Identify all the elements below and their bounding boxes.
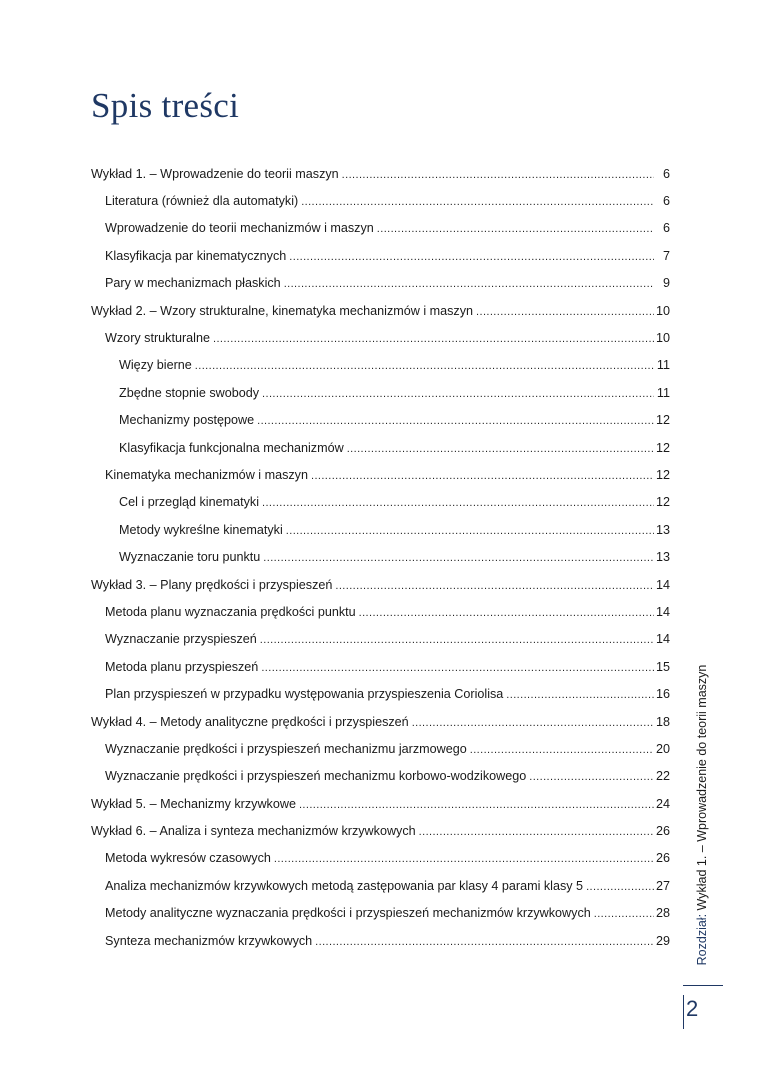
toc-entry-title: Mechanizmy postępowe	[119, 413, 255, 428]
toc-entry-page: 6	[662, 166, 670, 181]
toc-entry-title: Wykład 6. – Analiza i synteza mechanizmów krzywkowych	[91, 824, 416, 839]
toc-entry[interactable]	[91, 543, 670, 570]
toc-entry-page: 12	[655, 440, 670, 455]
toc-entry-title: Wzory strukturalne	[105, 331, 210, 346]
toc-entry-page: 20	[655, 741, 670, 756]
toc-leader-dots	[586, 881, 654, 893]
toc-entry-page: 14	[655, 577, 670, 592]
toc-entry-page: 10	[655, 331, 670, 346]
toc-entry-page: 29	[655, 933, 670, 948]
chapter-running-header	[695, 665, 709, 966]
toc-entry-page: 12	[655, 495, 670, 510]
toc-entry-title: Wyznaczanie prędkości i przyspieszeń mechanizmu jarzmowego	[105, 741, 467, 756]
toc-entry-title: Synteza mechanizmów krzywkowych	[105, 933, 313, 948]
toc-entry-page: 13	[655, 522, 670, 537]
toc-leader-dots	[263, 552, 654, 564]
toc-leader-dots	[257, 415, 654, 427]
toc-entry-title: Wykład 1. – Wprowadzenie do teorii maszyn	[91, 166, 339, 181]
toc-entry[interactable]	[91, 735, 670, 762]
toc-entry-page: 14	[655, 604, 670, 619]
toc-entry-title: Metody wykreślne kinematyki	[119, 522, 283, 537]
toc-entry[interactable]	[91, 407, 670, 434]
toc-leader-dots	[286, 525, 654, 537]
toc-leader-dots	[506, 689, 654, 701]
toc-entry[interactable]	[91, 516, 670, 543]
toc-leader-dots	[299, 799, 654, 811]
toc-entry-page: 26	[655, 851, 670, 866]
toc-leader-dots	[412, 717, 654, 729]
chapter-label: Rozdział:	[695, 913, 709, 966]
chapter-title: Wykład 1. – Wprowadzenie do teorii maszyn	[695, 664, 709, 911]
toc-leader-dots	[315, 936, 654, 948]
toc-entry-title: Metody analityczne wyznaczania prędkości i przyspieszeń mechanizmów krzywkowych	[105, 906, 591, 921]
toc-entry[interactable]	[91, 379, 670, 406]
toc-entry[interactable]	[91, 626, 670, 653]
toc-entry[interactable]	[91, 352, 670, 379]
toc-leader-dots	[470, 744, 654, 756]
toc-entry-page: 15	[655, 659, 670, 674]
toc-entry[interactable]	[91, 708, 670, 735]
toc-entry-title: Plan przyspieszeń w przypadku występowania przyspieszenia Coriolisa	[105, 687, 504, 702]
toc-leader-dots	[342, 169, 654, 181]
toc-entry[interactable]	[91, 215, 670, 242]
toc-entry-page: 14	[655, 632, 670, 647]
toc-entry[interactable]	[91, 817, 670, 844]
toc-leader-dots	[195, 360, 654, 372]
toc-entry-title: Więzy bierne	[119, 358, 192, 373]
toc-entry-title: Cel i przegląd kinematyki	[119, 495, 259, 510]
toc-leader-dots	[359, 607, 654, 619]
toc-entry-page: 6	[662, 221, 670, 236]
toc-entry[interactable]	[91, 900, 670, 927]
toc-leader-dots	[594, 908, 654, 920]
toc-entry[interactable]	[91, 297, 670, 324]
toc-leader-dots	[377, 223, 654, 235]
toc-entry-title: Zbędne stopnie swobody	[119, 385, 260, 400]
toc-entry-title: Wyznaczanie toru punktu	[119, 550, 261, 565]
toc-leader-dots	[262, 388, 654, 400]
toc-entry-page: 12	[655, 467, 670, 482]
toc-leader-dots	[419, 826, 654, 838]
toc-entry-page: 7	[662, 248, 670, 263]
page-number-divider	[683, 995, 684, 1029]
toc-leader-dots	[335, 580, 654, 592]
table-of-contents	[91, 160, 670, 954]
toc-entry[interactable]	[91, 571, 670, 598]
toc-entry-title: Analiza mechanizmów krzywkowych metodą zastępowania par klasy 4 parami klasy 5	[105, 878, 584, 893]
toc-leader-dots	[274, 853, 654, 865]
toc-entry[interactable]	[91, 845, 670, 872]
toc-leader-dots	[529, 771, 654, 783]
toc-entry-page: 9	[662, 276, 670, 291]
toc-entry-page: 26	[655, 824, 670, 839]
toc-entry[interactable]	[91, 489, 670, 516]
toc-entry[interactable]	[91, 270, 670, 297]
toc-leader-dots	[262, 497, 654, 509]
toc-entry-page: 27	[655, 878, 670, 893]
toc-entry[interactable]	[91, 763, 670, 790]
toc-entry-title: Metoda planu wyznaczania prędkości punktu	[105, 604, 356, 619]
chapter-sidebar	[682, 664, 722, 966]
toc-entry-title: Wykład 4. – Metody analityczne prędkości i przyspieszeń	[91, 714, 409, 729]
toc-entry-title: Wykład 5. – Mechanizmy krzywkowe	[91, 796, 296, 811]
page-title: Spis treści	[91, 86, 240, 125]
toc-entry[interactable]	[91, 324, 670, 351]
toc-entry-title: Kinematyka mechanizmów i maszyn	[105, 467, 308, 482]
toc-leader-dots	[284, 278, 654, 290]
toc-entry-page: 22	[655, 769, 670, 784]
toc-entry[interactable]	[91, 872, 670, 899]
toc-entry-title: Metoda wykresów czasowych	[105, 851, 271, 866]
toc-entry-title: Klasyfikacja par kinematycznych	[105, 248, 287, 263]
toc-entry[interactable]	[91, 461, 670, 488]
toc-entry-page: 12	[655, 413, 670, 428]
toc-entry-title: Klasyfikacja funkcjonalna mechanizmów	[119, 440, 344, 455]
toc-entry-title: Wykład 3. – Plany prędkości i przyspieszeń	[91, 577, 333, 592]
toc-entry-title: Wyznaczanie przyspieszeń	[105, 632, 257, 647]
toc-entry-page: 11	[656, 385, 670, 400]
toc-leader-dots	[261, 662, 654, 674]
toc-entry[interactable]	[91, 434, 670, 461]
toc-entry-title: Pary w mechanizmach płaskich	[105, 276, 281, 291]
toc-leader-dots	[213, 333, 654, 345]
toc-entry[interactable]	[91, 187, 670, 214]
toc-entry-page: 28	[655, 906, 670, 921]
sidebar-divider	[683, 985, 723, 986]
toc-leader-dots	[311, 470, 654, 482]
toc-entry-page: 11	[656, 358, 670, 373]
toc-leader-dots	[476, 306, 654, 318]
toc-entry-title: Wprowadzenie do teorii mechanizmów i maszyn	[105, 221, 374, 236]
toc-entry-page: 16	[655, 687, 670, 702]
page-number: 2	[686, 996, 699, 1021]
toc-entry-page: 24	[655, 796, 670, 811]
toc-entry[interactable]	[91, 598, 670, 625]
toc-entry[interactable]	[91, 242, 670, 269]
toc-entry[interactable]	[91, 790, 670, 817]
toc-entry-title: Wykład 2. – Wzory strukturalne, kinematyka mechanizmów i maszyn	[91, 303, 474, 318]
toc-entry-title: Wyznaczanie prędkości i przyspieszeń mechanizmu korbowo-wodzikowego	[105, 769, 527, 784]
toc-leader-dots	[289, 251, 654, 263]
toc-entry-title: Literatura (również dla automatyki)	[105, 194, 299, 209]
toc-entry-title: Metoda planu przyspieszeń	[105, 659, 259, 674]
toc-entry[interactable]	[91, 680, 670, 707]
toc-entry-page: 18	[655, 714, 670, 729]
toc-leader-dots	[301, 196, 654, 208]
toc-entry[interactable]	[91, 653, 670, 680]
toc-entry-page: 10	[655, 303, 670, 318]
toc-entry[interactable]	[91, 160, 670, 187]
toc-entry-page: 13	[655, 550, 670, 565]
toc-leader-dots	[347, 443, 654, 455]
toc-entry-page: 6	[662, 194, 670, 209]
toc-leader-dots	[260, 634, 654, 646]
toc-entry[interactable]	[91, 927, 670, 954]
